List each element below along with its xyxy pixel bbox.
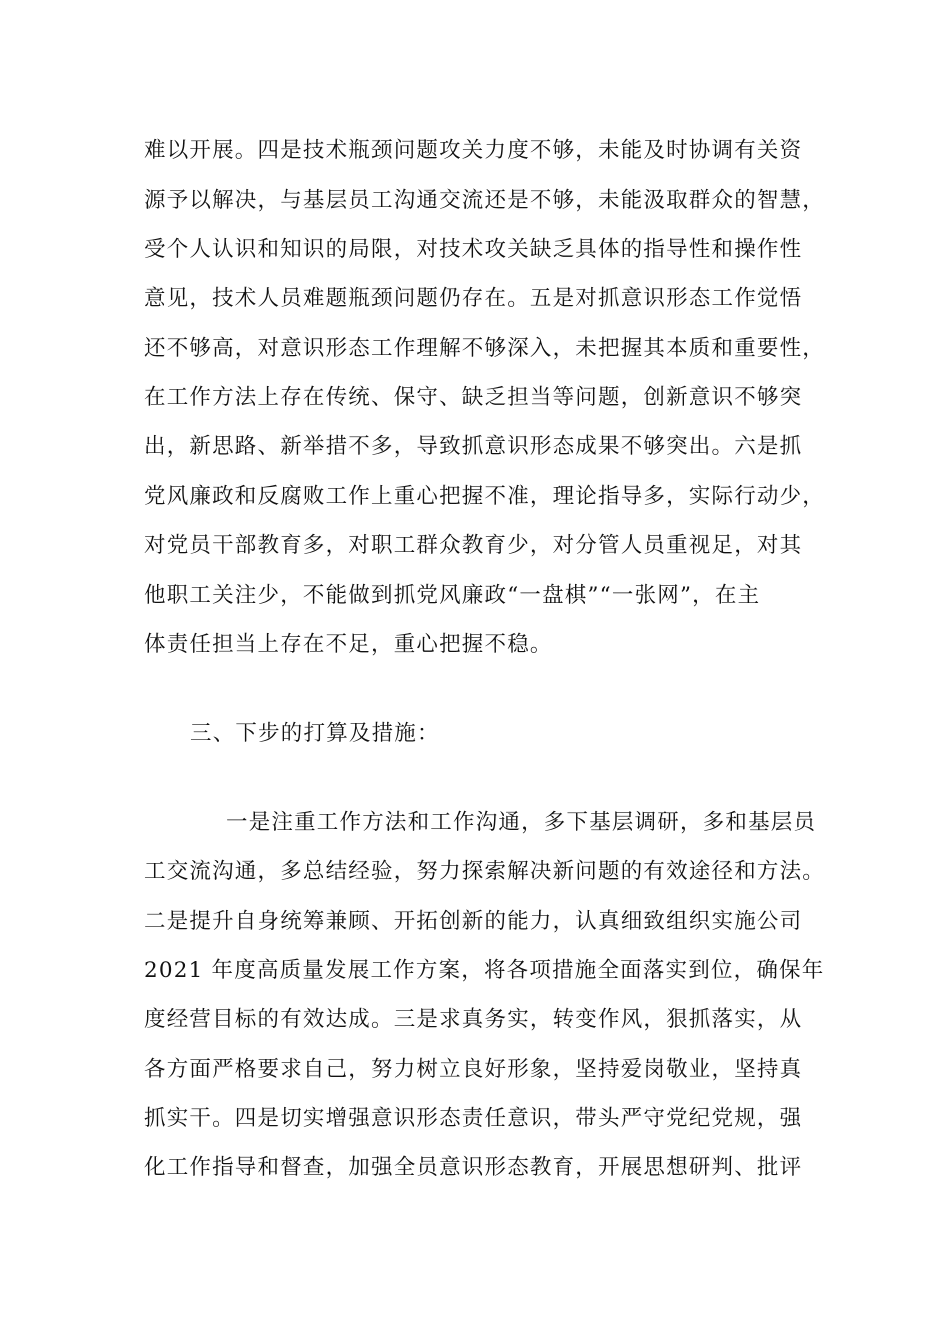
text-line: 出，新思路、新举措不多，导致抓意识形态成果不够突出。六是抓 (144, 434, 803, 459)
text-line: 他职工关注少，不能做到抓党风廉政“一盘棋”“一张网”，在主 (144, 583, 761, 608)
text-line: 对党员干部教育多，对职工群众教育少，对分管人员重视足，对其 (144, 533, 803, 558)
section-heading: 三、下步的打算及措施： (190, 721, 440, 746)
text-line: 意见，技术人员难题瓶颈问题仍存在。五是对抓意识形态工作觉悟 (144, 286, 803, 311)
text-line: 工交流沟通，多总结经验，努力探索解决新问题的有效途径和方法。 (144, 859, 826, 884)
text-line: 2021 年度高质量发展工作方案，将各项措施全面落实到位，确保年 (144, 958, 825, 983)
text-line: 抓实干。四是切实增强意识形态责任意识，带头严守党纪党规，强 (144, 1106, 803, 1131)
text-line: 化工作指导和督查，加强全员意识形态教育，开展思想研判、批评 (144, 1155, 803, 1180)
text-line: 度经营目标的有效达成。三是求真务实，转变作风，狠抓落实，从 (144, 1007, 803, 1032)
text-line: 体责任担当上存在不足，重心把握不稳。 (144, 632, 553, 657)
text-line: 各方面严格要求自己，努力树立良好形象，坚持爱岗敬业，坚持真 (144, 1057, 803, 1082)
text-line: 源予以解决，与基层员工沟通交流还是不够，未能汲取群众的智慧， (144, 188, 826, 213)
text-line: 党风廉政和反腐败工作上重心把握不准，理论指导多，实际行动少， (144, 484, 826, 509)
text-line: 难以开展。四是技术瓶颈问题攻关力度不够，未能及时协调有关资 (144, 138, 803, 163)
text-line: 受个人认识和知识的局限，对技术攻关缺乏具体的指导性和操作性 (144, 237, 803, 262)
text-line: 一是注重工作方法和工作沟通，多下基层调研，多和基层员 (226, 810, 817, 835)
text-line: 还不够高，对意识形态工作理解不够深入，未把握其本质和重要性， (144, 336, 826, 361)
text-line: 在工作方法上存在传统、保守、缺乏担当等问题，创新意识不够突 (144, 385, 803, 410)
text-line: 二是提升自身统筹兼顾、开拓创新的能力，认真细致组织实施公司 (144, 909, 803, 934)
